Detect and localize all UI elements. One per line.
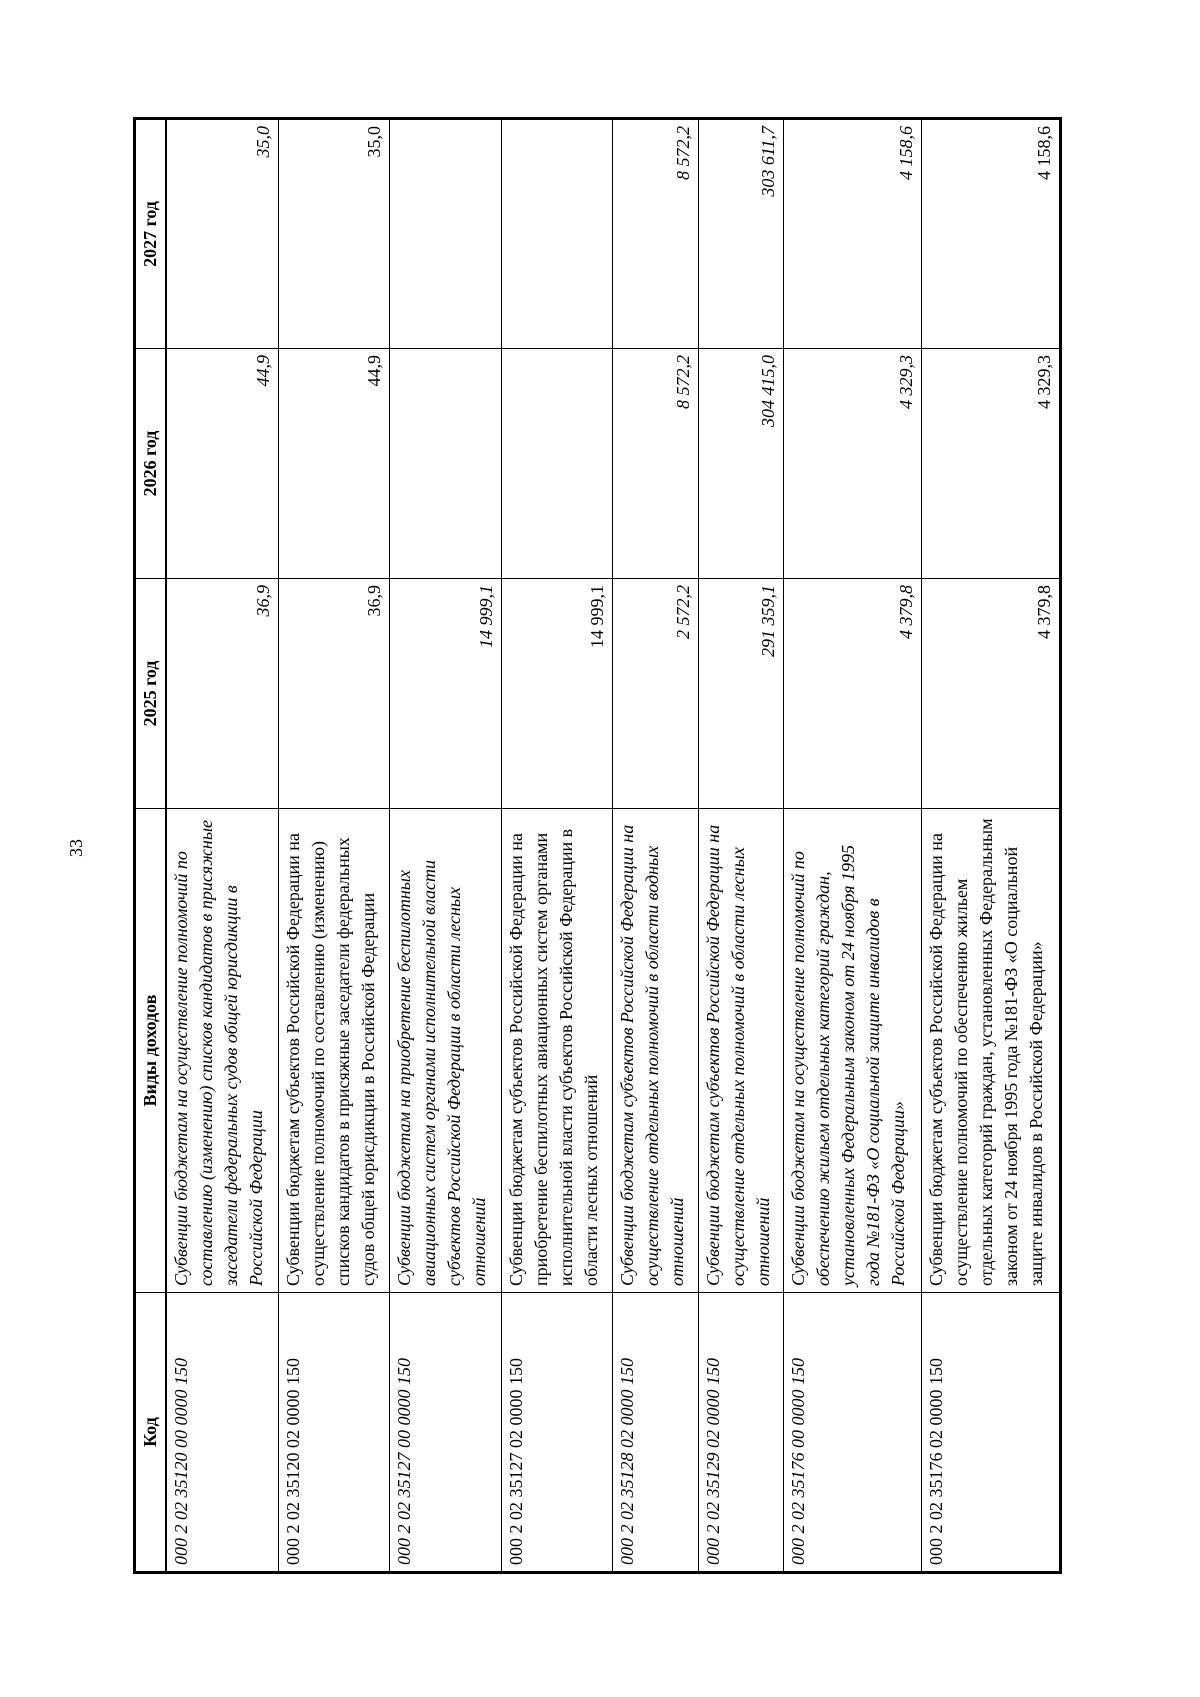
row-code: 000 2 02 35129 02 0000 150 xyxy=(698,1293,783,1573)
rotated-page-content xyxy=(133,120,1062,1574)
row-value-2027: 35,0 xyxy=(278,119,390,349)
row-description: Субвенции бюджетам субъектов Российской Федерации на осуществление полномочий по составлению (изменению) списков кандидатов в присяжные заседатели федеральных судов общей юрисдикции в Российской Федерации xyxy=(278,809,390,1293)
row-value-2025: 291 359,1 xyxy=(698,579,783,809)
table-row xyxy=(698,119,783,1573)
row-value-2027 xyxy=(390,119,502,349)
row-code: 000 2 02 35127 02 0000 150 xyxy=(501,1293,613,1573)
row-value-2026 xyxy=(501,349,613,579)
row-value-2025: 4 379,8 xyxy=(921,579,1060,809)
row-description: Субвенции бюджетам субъектов Российской Федерации на приобретение беспилотных авиационных систем органами исполнительной власти субъектов Российской Федерации в области лесных отношений xyxy=(501,809,613,1293)
header-revenue-type: Виды доходов xyxy=(135,809,167,1293)
row-value-2027: 8 572,2 xyxy=(613,119,698,349)
row-value-2027: 4 158,6 xyxy=(783,119,921,349)
row-code: 000 2 02 35176 02 0000 150 xyxy=(921,1293,1060,1573)
row-value-2025: 36,9 xyxy=(278,579,390,809)
header-code: Код xyxy=(135,1293,167,1573)
table-row xyxy=(278,119,390,1573)
row-code: 000 2 02 35176 00 0000 150 xyxy=(783,1293,921,1573)
row-code: 000 2 02 35127 00 0000 150 xyxy=(390,1293,502,1573)
row-value-2025: 2 572,2 xyxy=(613,579,698,809)
row-value-2026: 4 329,3 xyxy=(921,349,1060,579)
row-description: Субвенции бюджетам субъектов Российской Федерации на осуществление отдельных полномочий в области водных отношений xyxy=(613,809,698,1293)
row-value-2026: 44,9 xyxy=(278,349,390,579)
table-row xyxy=(783,119,921,1573)
row-value-2027: 4 158,6 xyxy=(921,119,1060,349)
row-description: Субвенции бюджетам на приобретение беспилотных авиационных систем органами исполнительной власти субъектов Российской Федерации в области лесных отношений xyxy=(390,809,502,1293)
row-value-2026: 8 572,2 xyxy=(613,349,698,579)
table-header-row xyxy=(135,119,167,1573)
row-value-2026: 304 415,0 xyxy=(698,349,783,579)
row-value-2027: 35,0 xyxy=(166,119,278,349)
row-value-2025: 14 999,1 xyxy=(390,579,502,809)
row-description: Субвенции бюджетам субъектов Российской Федерации на осуществление полномочий по обеспечению жильем отдельных категорий граждан, установленных Федеральным законом от 24 ноября 1995 года №181-ФЗ «О социальной защите инвалидов в Российской Федерации» xyxy=(921,809,1060,1293)
row-value-2026: 4 329,3 xyxy=(783,349,921,579)
row-value-2025: 14 999,1 xyxy=(501,579,613,809)
budget-revenue-table xyxy=(133,117,1062,1574)
row-code: 000 2 02 35128 02 0000 150 xyxy=(613,1293,698,1573)
table-row xyxy=(501,119,613,1573)
row-value-2025: 36,9 xyxy=(166,579,278,809)
header-2027: 2027 год xyxy=(135,119,167,349)
row-value-2027: 303 611,7 xyxy=(698,119,783,349)
row-value-2026: 44,9 xyxy=(166,349,278,579)
row-code: 000 2 02 35120 00 0000 150 xyxy=(166,1293,278,1573)
row-description: Субвенции бюджетам субъектов Российской Федерации на осуществление отдельных полномочий в области лесных отношений xyxy=(698,809,783,1293)
row-value-2027 xyxy=(501,119,613,349)
table-row xyxy=(390,119,502,1573)
table-row xyxy=(613,119,698,1573)
row-description: Субвенции бюджетам на осуществление полномочий по составлению (изменению) списков кандидатов в присяжные заседатели федеральных судов общей юрисдикции в Российской Федерации xyxy=(166,809,278,1293)
row-description: Субвенции бюджетам на осуществление полномочий по обеспечению жильем отдельных категорий граждан, установленных Федеральным законом от 24 ноября 1995 года №181-ФЗ «О социальной защите инвалидов в Российской Федерации» xyxy=(783,809,921,1293)
page-number: 33 xyxy=(66,839,86,857)
table-row xyxy=(166,119,278,1573)
header-2026: 2026 год xyxy=(135,349,167,579)
table-row xyxy=(921,119,1060,1573)
header-2025: 2025 год xyxy=(135,579,167,809)
row-value-2026 xyxy=(390,349,502,579)
row-code: 000 2 02 35120 02 0000 150 xyxy=(278,1293,390,1573)
table-body xyxy=(166,119,1061,1573)
row-value-2025: 4 379,8 xyxy=(783,579,921,809)
